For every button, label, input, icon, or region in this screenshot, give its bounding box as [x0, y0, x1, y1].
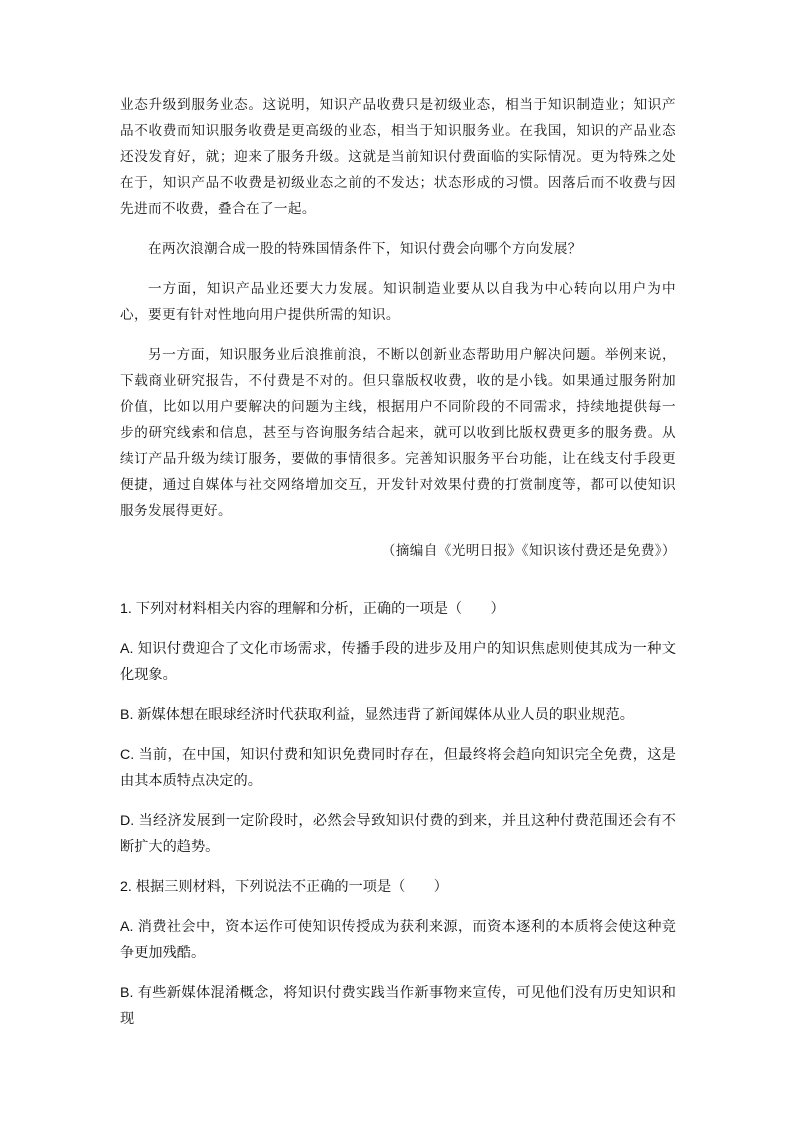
passage-paragraph: 在两次浪潮合成一股的特殊国情条件下，知识付费会向哪个方向发展？: [148, 241, 582, 257]
question-stem: 1. 下列对材料相关内容的理解和分析，正确的一项是（ ）: [120, 601, 505, 617]
passage-source: （摘编自《光明日报》《知识该付费还是免费》）: [381, 543, 676, 559]
question-2: [120, 874, 676, 1032]
passage-paragraph: 业态升级到服务业态。这说明，知识产品收费只是初级业态，相当于知识制造业；知识产品不收费而知识服务收费是更高级的业态，相当于知识服务业。在我国，知识的产品业态还没发育好，就；迎来了服务升级。这就是当前知识付费面临的实际情况。更为特殊之处在于，知识产品不收费是初级业态之前的不发达；状态形成的习惯。因落后而不收费与因先进而不收费，叠合在了一起。: [120, 97, 676, 217]
passage-paragraph: 一方面，知识产品业还要大力发展。知识制造业要从以自我为中心转向以用户为中心，要更有针对性地向用户提供所需的知识。: [120, 281, 676, 323]
answer-option-b[interactable]: B. 有些新媒体混淆概念，将知识付费实践当作新事物来宣传，可见他们没有历史知识和现: [120, 985, 676, 1027]
question-section: [120, 596, 676, 1046]
passage-paragraph: 另一方面，知识服务业后浪推前浪，不断以创新业态帮助用户解决问题。举例来说，下载商业研究报告，不付费是不对的。但只靠版权收费，收的是小钱。如果通过服务附加价值，比如以用户要解决的问题为主线，根据用户不同阶段的不同需求，持续地提供每一步的研究线索和信息，甚至与咨询服务结合起来，就可以收到比版权费更多的服务费。从续订产品升级为续订服务，要做的事情很多。完善知识服务平台功能，让在线支付手段更便捷，通过自媒体与社交网络增加交互，开发针对效果付费的打赏制度等，都可以使知识服务发展得更好。: [120, 347, 676, 519]
question-stem: 2. 根据三则材料，下列说法不正确的一项是（ ）: [120, 879, 448, 895]
answer-option-d[interactable]: D. 当经济发展到一定阶段时，必然会导致知识付费的到来，并且这种付费范围还会有不断扩大的趋势。: [120, 813, 676, 855]
reading-passage: [120, 92, 676, 578]
answer-option-a[interactable]: A. 知识付费迎合了文化市场需求，传播手段的进步及用户的知识焦虑则使其成为一种文化现象。: [120, 641, 676, 683]
answer-option-c[interactable]: C. 当前，在中国，知识付费和知识免费同时存在，但最终将会趋向知识完全免费，这是由其本质特点决定的。: [120, 747, 676, 789]
answer-option-a[interactable]: A. 消费社会中，资本运作可使知识传授成为获利来源，而资本逐利的本质将会使这种竞争更加残酷。: [120, 919, 676, 961]
question-1: [120, 596, 676, 860]
answer-option-b[interactable]: B. 新媒体想在眼球经济时代获取利益，显然违背了新闻媒体从业人员的职业规范。: [120, 707, 634, 723]
